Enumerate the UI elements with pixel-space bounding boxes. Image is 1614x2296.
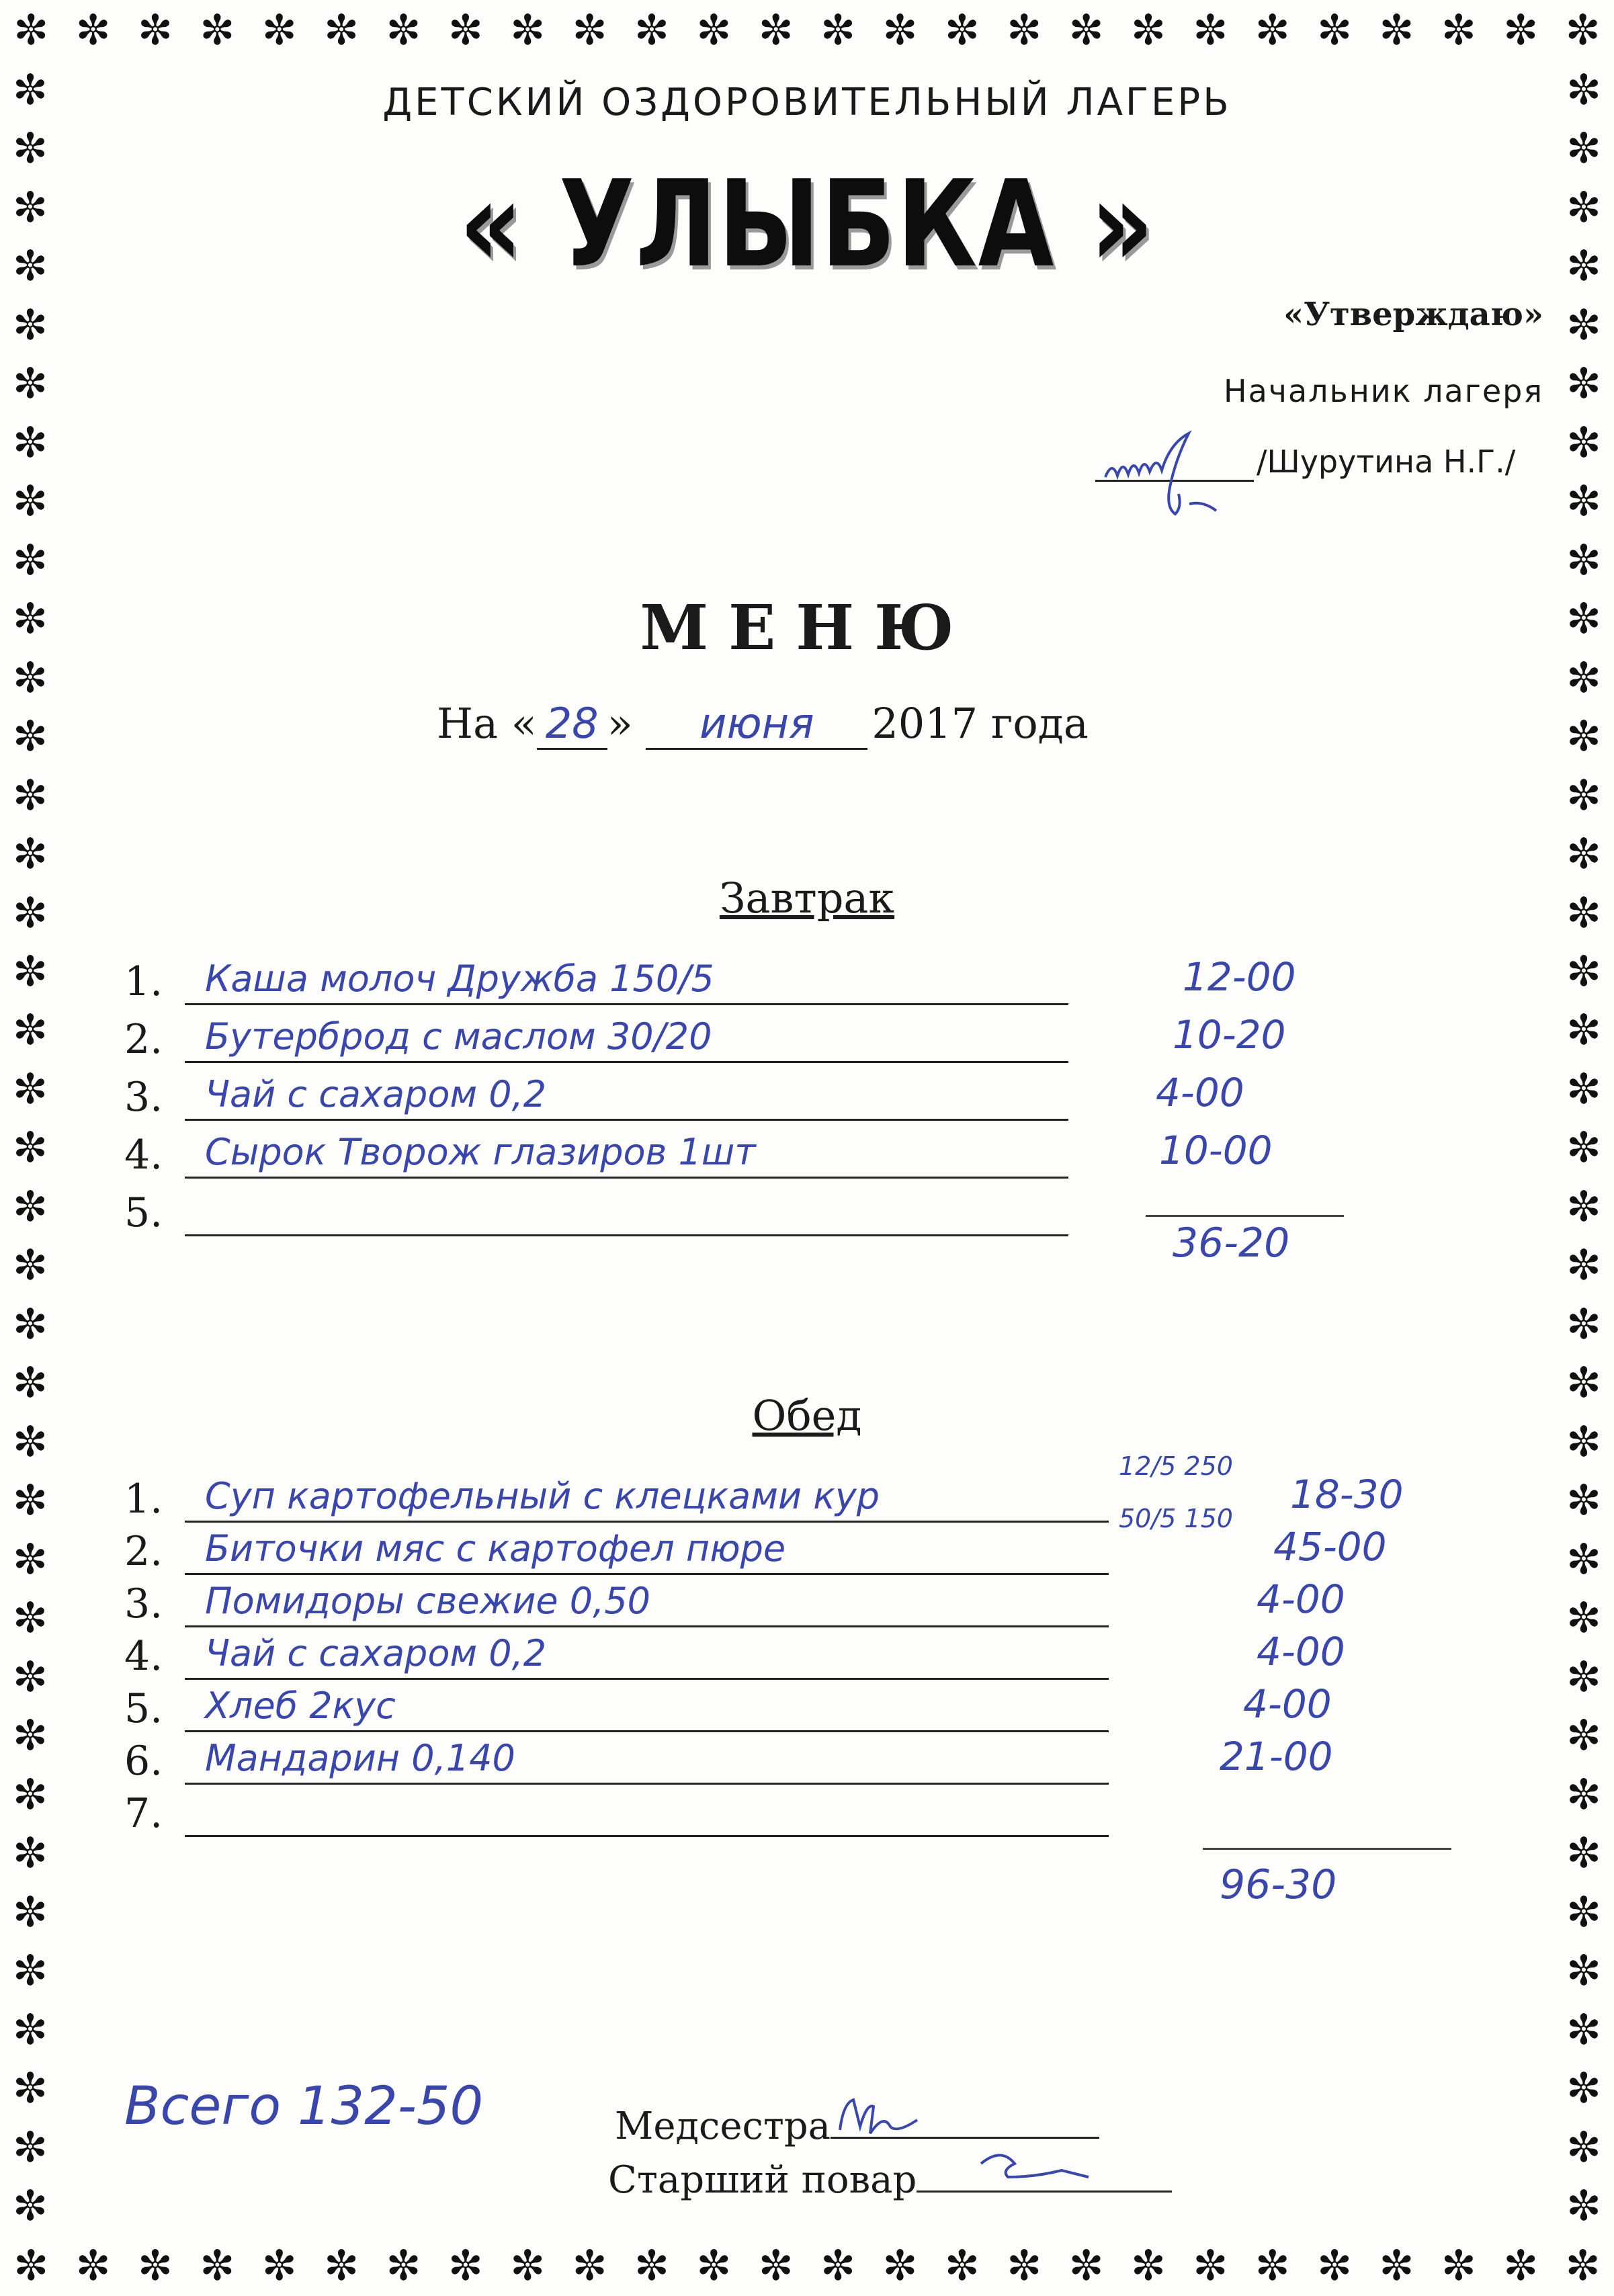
border-star-icon: ✼ [1193,2241,1228,2290]
border-star-icon: ✼ [1566,1711,1601,1760]
breakfast-item-number: 1. [124,958,163,1005]
border-star-icon: ✼ [1007,5,1042,54]
border-star-icon: ✼ [1566,1534,1601,1584]
border-star-icon: ✼ [13,594,48,644]
border-star-icon: ✼ [1566,417,1601,467]
border-top [0,0,1614,60]
breakfast-total: 36-20 [1173,1220,1290,1267]
border-star-icon: ✼ [13,947,48,996]
border-star-icon: ✼ [13,1005,48,1055]
border-star-icon: ✼ [13,65,48,114]
border-star-icon: ✼ [13,359,48,409]
border-star-icon: ✼ [1379,5,1414,54]
border-star-icon: ✼ [1130,5,1166,54]
border-star-icon: ✼ [13,241,48,291]
border-star-icon: ✼ [200,2241,235,2290]
menu-title: МЕНЮ [640,591,974,664]
lunch-item-price: 21-00 [1220,1734,1333,1779]
nurse-label: Медсестра [615,2104,831,2148]
lunch-item [124,1517,1109,1575]
border-star-icon: ✼ [634,2241,669,2290]
border-star-icon: ✼ [13,2181,48,2231]
border-star-icon: ✼ [13,770,48,820]
breakfast-heading: Завтрак [719,874,895,923]
chef-signature [974,2137,1122,2191]
border-star-icon: ✼ [13,1416,48,1466]
lunch-item-text: Помидоры свежие 0,50 [185,1575,1109,1627]
border-star-icon: ✼ [1566,2004,1601,2054]
border-star-icon: ✼ [200,5,235,54]
border-star-icon: ✼ [13,652,48,702]
lunch-item [124,1779,1109,1837]
date-prefix: На « [437,699,537,748]
border-star-icon: ✼ [13,712,48,761]
lunch-item [124,1570,1109,1627]
border-star-icon: ✼ [13,182,48,232]
lunch-item-number: 1. [124,1476,163,1523]
border-star-icon: ✼ [13,1476,48,1525]
border-star-icon: ✼ [448,5,483,54]
border-star-icon: ✼ [1566,1946,1601,1996]
lunch-item-price: 4-00 [1257,1576,1345,1622]
border-star-icon: ✼ [510,5,546,54]
breakfast-item-number: 3. [124,1074,163,1121]
border-star-icon: ✼ [820,2241,856,2290]
border-star-icon: ✼ [386,5,421,54]
date-day: 28 [537,699,607,750]
lunch-item [124,1674,1109,1732]
border-star-icon: ✼ [13,1946,48,1996]
border-bottom [0,2236,1614,2296]
lunch-item [124,1465,1109,1523]
breakfast-item [124,1121,1068,1179]
breakfast-item-number: 4. [124,1132,163,1179]
border-star-icon: ✼ [324,5,359,54]
approve-label: «Утверждаю» [1283,296,1543,333]
lunch-item [124,1727,1109,1785]
border-star-icon: ✼ [1566,594,1601,644]
border-star-icon: ✼ [1068,2241,1104,2290]
border-star-icon: ✼ [13,476,48,526]
border-star-icon: ✼ [1566,829,1601,879]
border-star-icon: ✼ [1566,1769,1601,1819]
border-star-icon: ✼ [1566,124,1601,173]
lunch-item-number: 5. [124,1685,163,1732]
date-year: 2017 года [872,699,1089,748]
border-star-icon: ✼ [820,5,856,54]
head-name: /Шурутина Н.Г./ [1257,443,1516,480]
border-star-icon: ✼ [261,2241,297,2290]
border-star-icon: ✼ [882,2241,918,2290]
border-star-icon: ✼ [1566,182,1601,232]
border-star-icon: ✼ [13,1358,48,1408]
border-star-icon: ✼ [1317,2241,1353,2290]
border-star-icon: ✼ [1566,947,1601,996]
lunch-item-price: 18-30 [1290,1472,1404,1517]
border-star-icon: ✼ [944,5,980,54]
nurse-signature [833,2090,968,2150]
border-star-icon: ✼ [13,1887,48,1937]
breakfast-item-price: 10-20 [1173,1012,1286,1058]
border-star-icon: ✼ [944,2241,980,2290]
border-star-icon: ✼ [13,1652,48,1701]
border-star-icon: ✼ [1566,2181,1601,2231]
breakfast-item [124,1179,1068,1236]
grand-total: Всего 132-50 [124,2076,484,2137]
border-star-icon: ✼ [13,300,48,349]
border-star-icon: ✼ [13,2064,48,2113]
border-star-icon: ✼ [882,5,918,54]
breakfast-item-text: Бутерброд с маслом 30/20 [185,1011,1068,1063]
border-star-icon: ✼ [1566,476,1601,526]
border-star-icon: ✼ [1566,1593,1601,1643]
border-star-icon: ✼ [1566,770,1601,820]
border-star-icon: ✼ [634,5,669,54]
border-star-icon: ✼ [1566,652,1601,702]
breakfast-item-number: 2. [124,1016,163,1063]
camp-name: ДЕТСКИЙ ОЗДОРОВИТЕЛЬНЫЙ ЛАГЕРЬ [382,81,1232,124]
border-star-icon: ✼ [1566,359,1601,409]
border-star-icon: ✼ [13,2004,48,2054]
border-star-icon: ✼ [13,124,48,173]
lunch-item-number: 6. [124,1738,163,1785]
breakfast-item [124,1063,1068,1121]
border-star-icon: ✼ [13,1299,48,1349]
border-star-icon: ✼ [13,888,48,937]
chef-label: Старший повар [608,2158,917,2202]
border-star-icon: ✼ [1566,241,1601,291]
lunch-item-text: Чай с сахаром 0,2 [185,1627,1109,1680]
border-star-icon: ✼ [1566,712,1601,761]
border-star-icon: ✼ [137,2241,173,2290]
border-star-icon: ✼ [1255,5,1290,54]
breakfast-item-price: 10-00 [1159,1128,1273,1173]
border-star-icon: ✼ [75,2241,111,2290]
border-star-icon: ✼ [1566,2122,1601,2172]
lunch-item-number: 2. [124,1528,163,1575]
border-star-icon: ✼ [696,2241,732,2290]
border-star-icon: ✼ [1441,2241,1476,2290]
border-star-icon: ✼ [1566,1181,1601,1231]
border-star-icon: ✼ [13,829,48,879]
breakfast-item-text [185,1184,1068,1236]
menu-date [437,699,1089,750]
border-star-icon: ✼ [1566,888,1601,937]
border-star-icon: ✼ [13,1711,48,1760]
lunch-item-text: Суп картофельный с клецками кур [185,1470,1109,1523]
lunch-item-text: Мандарин 0,140 [185,1732,1109,1785]
border-star-icon: ✼ [1379,2241,1414,2290]
border-star-icon: ✼ [1566,1123,1601,1173]
breakfast-item [124,1005,1068,1063]
border-star-icon: ✼ [448,2241,483,2290]
lunch-total: 96-30 [1220,1861,1337,1908]
border-star-icon: ✼ [13,1064,48,1113]
border-star-icon: ✼ [137,5,173,54]
border-star-icon: ✼ [13,1769,48,1819]
breakfast-item-text: Сырок Творож глазиров 1шт [185,1126,1068,1179]
border-star-icon: ✼ [13,5,49,54]
border-star-icon: ✼ [13,1123,48,1173]
border-star-icon: ✼ [13,1828,48,1878]
border-star-icon: ✼ [386,2241,421,2290]
head-signature [1102,430,1263,531]
border-star-icon: ✼ [1566,2064,1601,2113]
breakfast-sum-line [1146,1215,1344,1217]
lunch-item [124,1622,1109,1680]
border-star-icon: ✼ [13,2241,49,2290]
breakfast-item-number: 5. [124,1189,163,1236]
border-star-icon: ✼ [1566,1240,1601,1290]
lunch-item-text: Биточки мяс с картофел пюре [185,1523,1109,1575]
breakfast-item-price: 12-00 [1183,954,1296,1000]
border-star-icon: ✼ [261,5,297,54]
breakfast-item [124,947,1068,1005]
breakfast-item-text: Каша молоч Дружба 150/5 [185,953,1068,1005]
lunch-item-portion: 50/5 150 [1119,1504,1233,1533]
border-star-icon: ✼ [1566,1828,1601,1878]
border-star-icon: ✼ [13,1240,48,1290]
border-star-icon: ✼ [1566,1476,1601,1525]
border-star-icon: ✼ [1566,535,1601,585]
border-star-icon: ✼ [1130,2241,1166,2290]
border-star-icon: ✼ [758,2241,794,2290]
border-star-icon: ✼ [696,5,732,54]
border-star-icon: ✼ [1503,5,1539,54]
lunch-heading: Обед [752,1391,862,1440]
border-star-icon: ✼ [324,2241,359,2290]
head-position: Начальник лагеря [1224,373,1543,409]
border-star-icon: ✼ [1566,1064,1601,1113]
lunch-item-number: 4. [124,1633,163,1680]
border-star-icon: ✼ [13,1534,48,1584]
border-star-icon: ✼ [572,2241,607,2290]
lunch-item-portion: 12/5 250 [1119,1451,1233,1481]
border-star-icon: ✼ [758,5,794,54]
lunch-item-text: Хлеб 2кус [185,1680,1109,1732]
lunch-sum-line [1203,1848,1451,1850]
border-star-icon: ✼ [1566,1887,1601,1937]
border-star-icon: ✼ [13,2122,48,2172]
border-star-icon: ✼ [1566,1005,1601,1055]
lunch-item-price: 45-00 [1273,1524,1387,1570]
border-star-icon: ✼ [1566,300,1601,349]
date-day-close: » [607,699,633,748]
border-star-icon: ✼ [1503,2241,1539,2290]
border-star-icon: ✼ [1068,5,1104,54]
border-star-icon: ✼ [1566,1299,1601,1349]
lunch-item-number: 7. [124,1790,163,1837]
border-star-icon: ✼ [1566,1358,1601,1408]
border-star-icon: ✼ [75,5,111,54]
border-star-icon: ✼ [13,417,48,467]
border-star-icon: ✼ [1317,5,1353,54]
breakfast-item-price: 4-00 [1156,1070,1244,1115]
camp-logo: « УЛЫБКА » [459,155,1155,294]
date-month: июня [646,699,867,750]
border-star-icon: ✼ [13,535,48,585]
border-star-icon: ✼ [1441,5,1476,54]
border-left [0,60,60,2236]
lunch-item-number: 3. [124,1580,163,1627]
border-right [1554,60,1614,2236]
border-star-icon: ✼ [1193,5,1228,54]
breakfast-item-text: Чай с сахаром 0,2 [185,1068,1068,1121]
border-star-icon: ✼ [1566,1416,1601,1466]
lunch-item-text [185,1785,1109,1837]
lunch-item-price: 4-00 [1257,1629,1345,1674]
border-star-icon: ✼ [1566,65,1601,114]
border-star-icon: ✼ [13,1181,48,1231]
border-star-icon: ✼ [1565,2241,1601,2290]
border-star-icon: ✼ [1565,5,1601,54]
border-star-icon: ✼ [1007,2241,1042,2290]
border-star-icon: ✼ [1255,2241,1290,2290]
border-star-icon: ✼ [1566,1652,1601,1701]
lunch-item-price: 4-00 [1243,1681,1332,1727]
border-star-icon: ✼ [510,2241,546,2290]
border-star-icon: ✼ [572,5,607,54]
border-star-icon: ✼ [13,1593,48,1643]
